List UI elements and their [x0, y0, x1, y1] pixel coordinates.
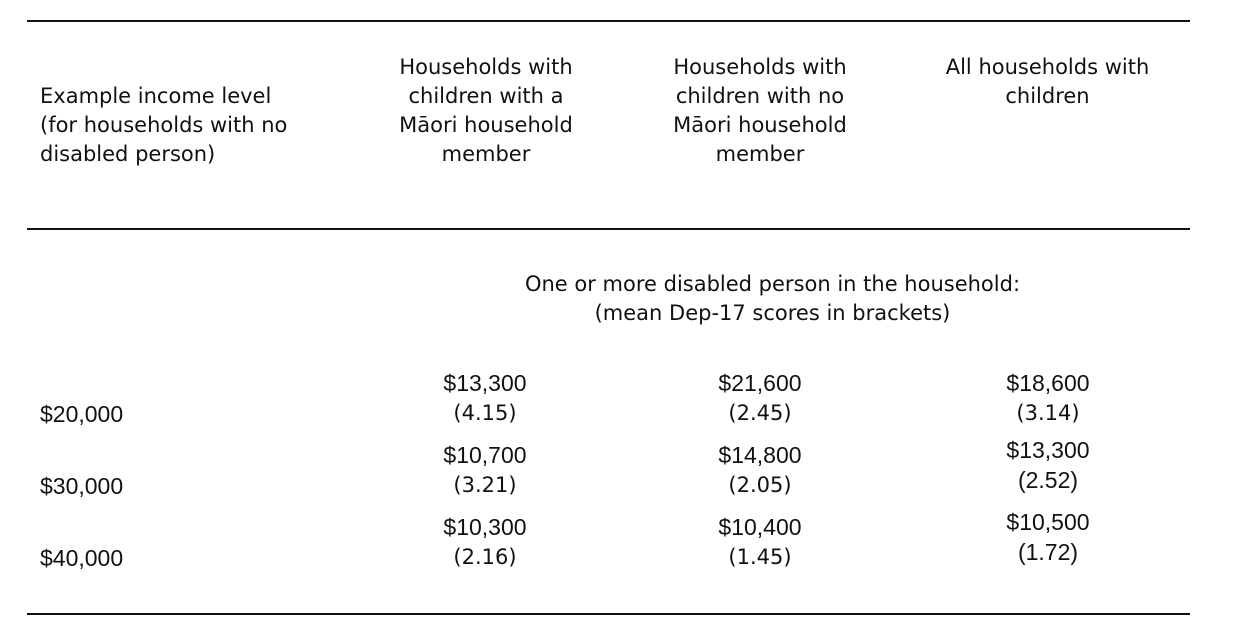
- top-rule: [27, 20, 1190, 22]
- header-maori-households: Households with children with a Māori household member: [399, 55, 573, 166]
- table-cell: $10,300 (2.16): [443, 514, 527, 569]
- table-cell: $21,600 (2.45): [718, 370, 802, 425]
- header-non-maori-households: Households with children with no Māori household member: [673, 55, 847, 166]
- table-cell: $13,300 (2.52): [1006, 437, 1090, 493]
- table-cell: $18,600 (3.14): [1006, 370, 1090, 425]
- section-heading: One or more disabled person in the household: (mean Dep-17 scores in brackets): [524, 272, 1021, 325]
- row-income-30000: $30,000: [40, 473, 124, 499]
- header-income-level: Example income level (for households with no disabled person): [40, 84, 288, 166]
- table-cell: $14,800 (2.05): [718, 442, 802, 497]
- table-cell: $10,700 (3.21): [443, 442, 527, 497]
- header-all-households: All households with children: [945, 55, 1150, 108]
- row-income-40000: $40,000: [40, 545, 124, 571]
- table-cell: $10,400 (1.45): [718, 514, 802, 569]
- table-cell: $13,300 (4.15): [443, 370, 527, 425]
- table-cell: $10,500 (1.72): [1006, 509, 1090, 565]
- bottom-rule: [27, 613, 1190, 615]
- header-rule: [27, 228, 1190, 230]
- row-income-20000: $20,000: [40, 401, 124, 427]
